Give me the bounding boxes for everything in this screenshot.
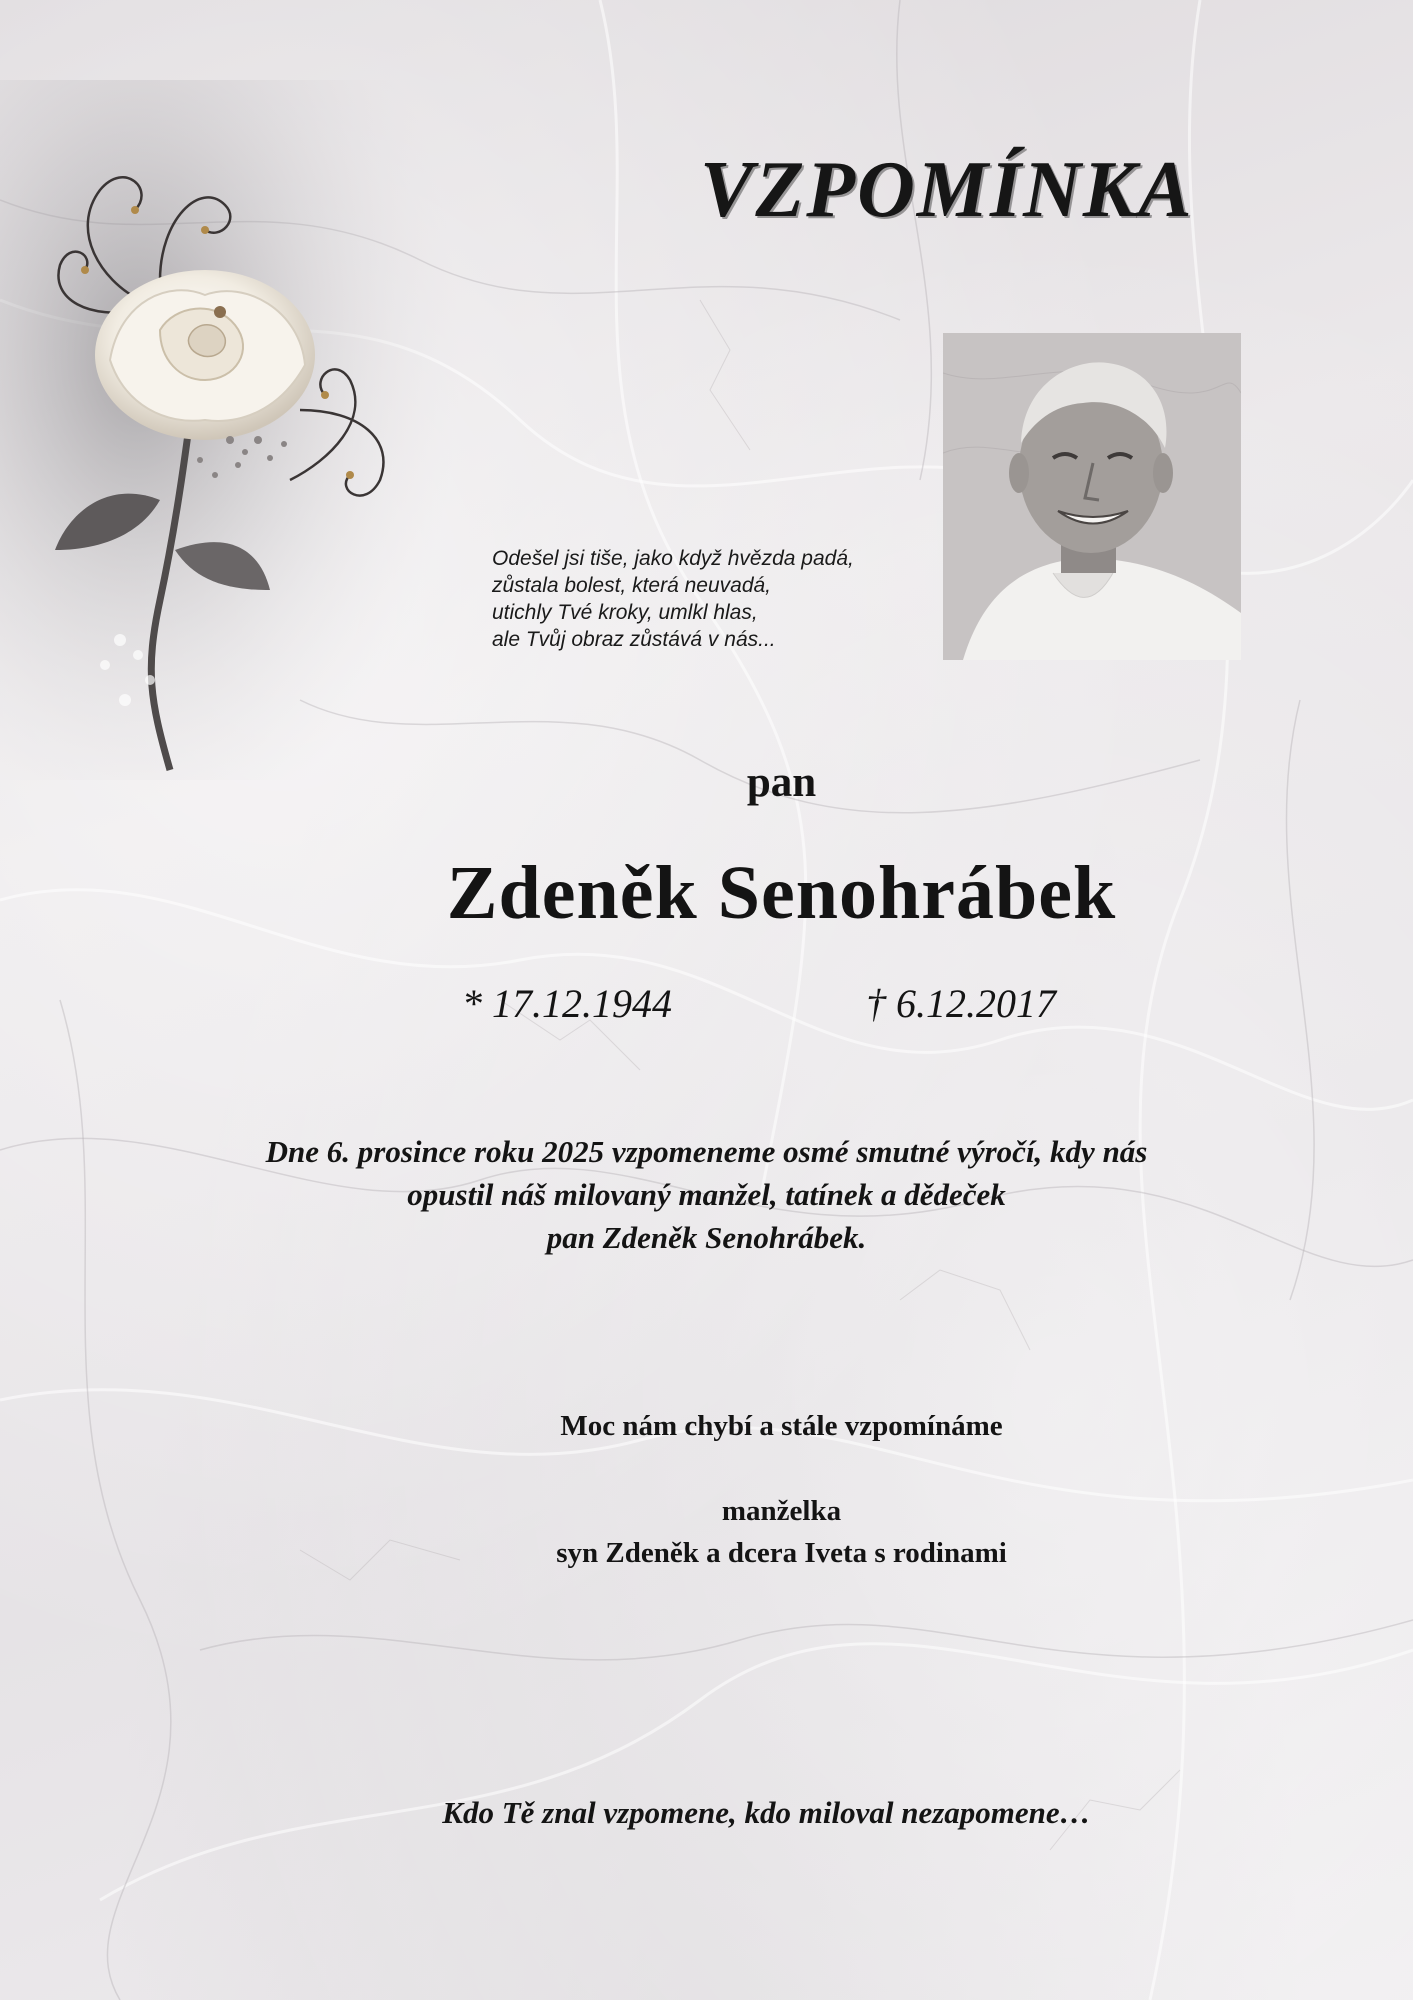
- anniversary-announcement: [0, 1130, 1413, 1259]
- announcement-line: pan Zdeněk Senohrábek.: [546, 1220, 867, 1255]
- portrait-photo: [943, 333, 1241, 660]
- poem-line: Odešel jsi tiše, jako když hvězda padá,: [492, 547, 854, 570]
- remembrance-line: Moc nám chybí a stále vzpomínáme: [560, 1410, 1003, 1442]
- rose-decoration-image: [0, 80, 460, 780]
- family-member-line: syn Zdeněk a dcera Iveta s rodinami: [556, 1537, 1007, 1569]
- death-date: † 6.12.2017: [866, 981, 1056, 1026]
- deceased-name: Zdeněk Senohrábek: [446, 851, 1117, 935]
- poem-line: utichly Tvé kroky, umlkl hlas,: [492, 601, 758, 624]
- family-member-line: manželka: [721, 1495, 842, 1527]
- birth-date: * 17.12.1944: [462, 981, 672, 1026]
- closing-quote: Kdo Tě znal vzpomene, kdo miloval nezapomene…: [442, 1795, 1091, 1830]
- announcement-line: opustil náš milovaný manžel, tatínek a dědeček: [407, 1177, 1006, 1212]
- portrait-illustration: [943, 333, 1241, 660]
- announcement-line: Dne 6. prosince roku 2025 vzpomeneme osmé smutné výročí, kdy nás: [265, 1134, 1148, 1169]
- family-signature: [0, 1490, 1413, 1574]
- card-title: VZPOMÍNKA: [700, 146, 1194, 234]
- honorific: pan: [746, 759, 817, 806]
- poem-line: zůstala bolest, která neuvadá,: [492, 574, 772, 597]
- poem-line: ale Tvůj obraz zůstává v nás...: [492, 628, 776, 651]
- memorial-poem: [492, 545, 932, 653]
